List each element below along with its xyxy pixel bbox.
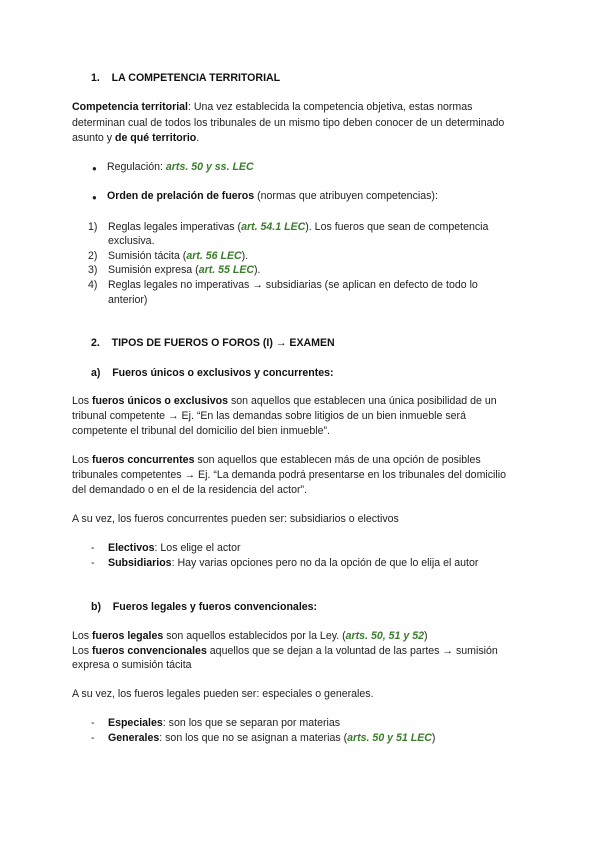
list-number: 2) (88, 250, 98, 262)
list-item-1-pre: Reglas legales imperativas ( (108, 221, 242, 233)
para-legales-tipos: A su vez, los fueros legales pueden ser: especiales o generales. (72, 688, 374, 700)
para-unicos-line-2: tribunal competente → Ej. “En las demandas sobre litigios de un bien inmueble será (72, 410, 466, 422)
para-convencionales-rest: aquellos que se dejan a la voluntad de las partes → sumisión (206, 645, 498, 657)
bullet-orden (107, 190, 438, 203)
dash: - (91, 717, 95, 729)
section-1-number: 1. (91, 72, 100, 84)
intro-line-3 (72, 132, 199, 145)
list-item-3-pre: Sumisión expresa ( (108, 264, 199, 276)
intro-line-1 (72, 101, 472, 114)
para-concurrentes-tipos: A su vez, los fueros concurrentes pueden ser: subsidiarios o electivos (72, 513, 399, 525)
para-convencionales-line-2: expresa o sumisión tácita (72, 659, 192, 671)
item-especiales-text: : son los que se separan por materias (162, 717, 341, 729)
para-legales-pre: Los (72, 630, 93, 642)
para-concurrentes-line-3: del demandado o en el de la residencia del actor”. (72, 484, 307, 496)
section-2-heading (91, 337, 335, 350)
para-concurrentes-line-2: tribunales competentes → Ej. “La demanda podrá presentarse en los tribunales del domicilio (72, 469, 506, 481)
ref-art-55: art. 55 LEC (198, 264, 255, 276)
item-electivos-text: : Los elige el actor (154, 542, 241, 554)
term-subsidiarios: Subsidiarios (108, 557, 172, 569)
section-2-number: 2. (91, 337, 100, 349)
intro-text-1: : Una vez establecida la competencia objetiva, estas normas (187, 101, 473, 113)
list-item-2-post: ). (241, 250, 249, 262)
para-unicos-line-3: competente el tribunal del domicilio del bien inmueble”. (72, 425, 330, 437)
list-item-4-text: Reglas legales no imperativas → subsidiarias (se aplican en defecto de todo lo (108, 279, 478, 291)
dash: - (91, 732, 95, 744)
intro-term: Competencia territorial (72, 101, 188, 113)
para-unicos-line-1 (72, 395, 497, 408)
para-concurrentes-pre: Los (72, 454, 93, 466)
term-generales: Generales (108, 732, 160, 744)
list-item-3-post: ). (254, 264, 261, 276)
para-concurrentes-rest: son aquellos que establecen más de una opción de posibles (194, 454, 481, 466)
list-number: 4) (88, 279, 98, 291)
intro-text-3: asunto y (72, 132, 115, 144)
bullet-regulation-label: Regulación: (107, 161, 166, 173)
list-item-2-pre: Sumisión tácita ( (108, 250, 187, 262)
dash: - (91, 542, 95, 554)
para-unicos-pre: Los (72, 395, 93, 407)
subsection-a-heading (91, 367, 334, 380)
term-electivos: Electivos (108, 542, 155, 554)
term-fueros-convencionales: fueros convencionales (92, 645, 207, 657)
list-item-1-cont: exclusiva. (108, 235, 155, 247)
list-item-3-text (108, 264, 261, 277)
para-legales-post: ) (423, 630, 428, 642)
dash: - (91, 557, 95, 569)
para-convencionales-line-1 (72, 645, 498, 658)
term-fueros-unicos: fueros únicos o exclusivos (92, 395, 229, 407)
bullet-dot: ● (92, 193, 97, 202)
bullet-regulation (107, 161, 254, 174)
section-1-heading (91, 72, 280, 85)
list-item-1-post: ). Los fueros que sean de competencia (305, 221, 489, 233)
section-1-title: LA COMPETENCIA TERRITORIAL (111, 72, 281, 84)
intro-line-2: determinan cual de todos los tribunales de un mismo tipo deben conocer de un determinado (72, 117, 505, 129)
ref-arts-50-51-52: arts. 50, 51 y 52 (345, 630, 424, 642)
ref-arts-50-51: arts. 50 y 51 LEC (347, 732, 432, 744)
ref-art-56: art. 56 LEC (186, 250, 242, 262)
item-generales-post: ) (431, 732, 436, 744)
para-unicos-rest: son aquellos que establecen una única posibilidad de un (228, 395, 497, 407)
term-especiales: Especiales (108, 717, 163, 729)
list-number: 3) (88, 264, 98, 276)
item-subsidiarios-text: : Hay varias opciones pero no da la opción de que lo elija el autor (171, 557, 479, 569)
term-fueros-concurrentes: fueros concurrentes (92, 454, 195, 466)
ref-art-54-1: art. 54.1 LEC (241, 221, 306, 233)
list-item-1-text (108, 221, 488, 234)
intro-bold-territory: de qué territorio (115, 132, 197, 144)
bullet-orden-text: (normas que atribuyen competencias): (254, 190, 438, 202)
intro-period: . (196, 132, 200, 144)
para-concurrentes-line-1 (72, 454, 481, 467)
subsection-a-label: a) (91, 367, 101, 379)
item-generales (108, 732, 435, 745)
list-item-2-text (108, 250, 248, 263)
bullet-orden-title: Orden de prelación de fueros (107, 190, 255, 202)
subsection-b-title: Fueros legales y fueros convencionales: (112, 601, 318, 613)
subsection-a-title: Fueros únicos o exclusivos y concurrentes: (112, 367, 334, 379)
bullet-dot: ● (92, 164, 97, 173)
subsection-b-label: b) (91, 601, 101, 613)
term-fueros-legales: fueros legales (92, 630, 164, 642)
subsection-b-heading (91, 601, 317, 614)
ref-arts-50-ss: arts. 50 y ss. LEC (165, 161, 254, 173)
para-legales-rest: son aquellos establecidos por la Ley. ( (163, 630, 346, 642)
item-electivos (108, 542, 241, 555)
section-2-title: TIPOS DE FUEROS O FOROS (I) → EXAMEN (111, 337, 335, 349)
item-subsidiarios (108, 557, 478, 570)
para-convencionales-pre: Los (72, 645, 93, 657)
list-number: 1) (88, 221, 98, 233)
list-item-4-cont: anterior) (108, 294, 148, 306)
item-generales-text: : son los que no se asignan a materias ( (159, 732, 348, 744)
item-especiales (108, 717, 340, 730)
para-legales (72, 630, 428, 643)
